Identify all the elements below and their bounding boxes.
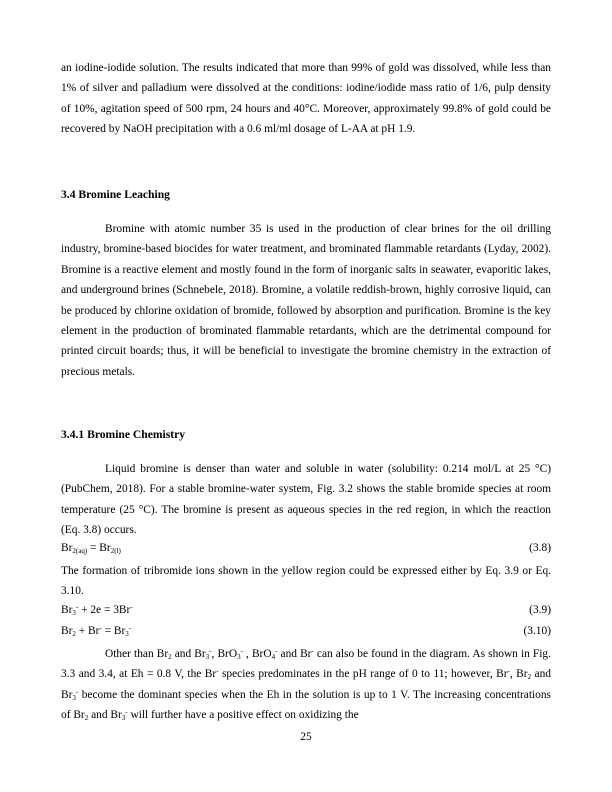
equation-3-9 — [61, 604, 551, 622]
equation-3-8 — [61, 542, 551, 560]
section-heading-3-4-1: 3.4.1 Bromine Chemistry — [61, 428, 186, 441]
equation-3-8-body: $Br_{2(aq)} = Br_{2(l)}$ — [61, 542, 121, 555]
tribromide-paragraph: The formation of tribromide ions shown in the yellow region could be expressed either by Eq. 3.9 or Eq. 3.10. — [61, 565, 551, 598]
equation-3-10-body: $Br_2 + Br^- = Br_3^-$ — [61, 624, 132, 638]
bromine-paragraph: Bromine with atomic number 35 is used in the production of clear brines for the oil drilling industry, bromine-based biocides for water treatment, and brominated flammable retardants (Lyday, 2002). Bromine is a reactive element and mostly found in the form of inorganic salts in seawater, evaporitic lakes, and underground brines (Schnebele, 2018). Bromine, a volatile reddish-brown, highly corrosive liquid, can be produced by chlorine oxidation of bromide, followed by absorption and purification. Bromine is the key element in the production of brominated flammable retardants, which are the detrimental compound for printed circuit boards; thus, it will be beneficial to investigate the bromine chemistry in the extraction of precious metals. — [61, 223, 551, 378]
equation-number: (3.8) — [529, 542, 551, 554]
section-heading-3-4: 3.4 Bromine Leaching — [61, 188, 170, 201]
equation-number: (3.9) — [529, 604, 551, 616]
chemistry-paragraph: Liquid bromine is denser than water and soluble in water (solubility: 0.214 mol/L at 25 °C) (PubChem, 2018). For a stable bromine-water system, Fig. 3.2 shows the stable bromide species at room temperature (25 °C). The bromine is present as aqueous species in the red region, in which the reaction (Eq. 3.8) occurs. — [61, 463, 551, 537]
equation-3-9-body: $Br_3^- + 2e = 3Br^-$ — [61, 603, 133, 617]
equation-3-10 — [61, 625, 551, 643]
species-paragraph: Other than $Br_2$ and $Br_3^-$, BrO$_3$- , BrO$_4$- and Br- can also be found in the diagram. As shown in Fig. 3.3 and 3.4, at Eh = 0.8 V, the Br- species predominates in the pH range of 0 to 11; however, Br-, $Br_2$ and $Br_3^-$ become the dominant species when the Eh in the solution is up to 1 V. The increasing concentrations of $Br_2$ and $Br_3^-$ will further have a positive effect on oxidizing the — [61, 647, 551, 723]
page-number: 25 — [300, 731, 312, 743]
intro-paragraph: an iodine-iodide solution. The results indicated that more than 99% of gold was dissolved, while less than 1% of silver and palladium were dissolved at the conditions: iodine/iodide mass ratio of 1/6, pulp density of 10%, agitation speed of 500 rpm, 24 hours and 40°C. Moreover, approximately 99.8% of gold could be recovered by NaOH precipitation with a 0.6 ml/ml dosage of L-AA at pH 1.9. — [61, 62, 551, 136]
equation-number: (3.10) — [523, 625, 551, 637]
